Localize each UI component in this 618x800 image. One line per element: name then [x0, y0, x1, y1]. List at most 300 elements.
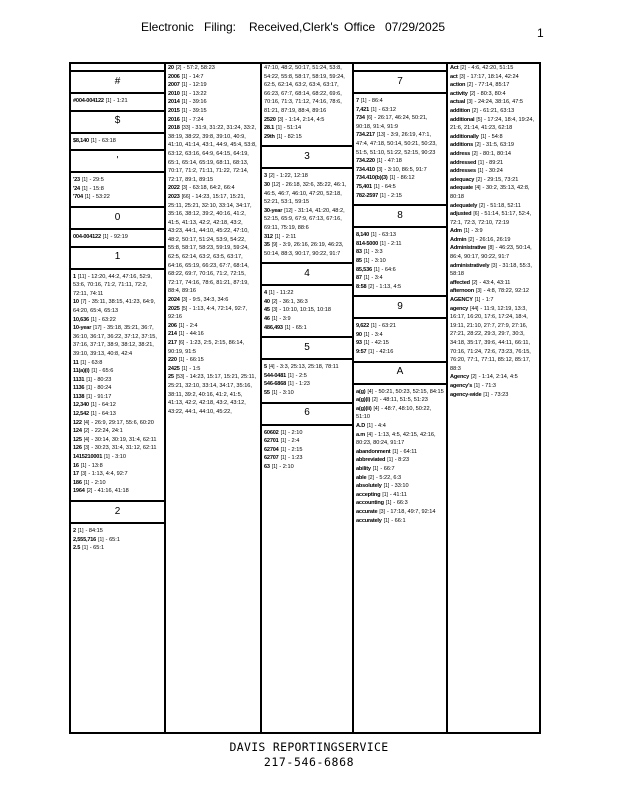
index-page-refs: - 2:4: [186, 322, 198, 329]
footer-phone: 217-546-6868: [263, 755, 355, 769]
index-term: A.D: [356, 423, 366, 430]
index-term: 9:57: [356, 349, 367, 356]
index-page-refs: - 31:18, 55:3, 58:18: [450, 262, 534, 278]
filing-header: [0, 20, 618, 40]
index-entry: [264, 233, 350, 242]
index-term: 220: [168, 357, 177, 364]
index-count: [2]: [468, 236, 474, 243]
index-letter-heading: 1: [71, 246, 164, 270]
index-page-refs: - 3:9: [471, 228, 483, 235]
index-count: [9]: [271, 242, 278, 249]
index-entry: [264, 116, 350, 125]
index-count: [1]: [363, 275, 370, 282]
index-page-refs: - 9:5, 34:3, 34:6: [189, 297, 229, 304]
index-page-refs: - 84:15: [85, 528, 103, 534]
index-count: [4]: [83, 436, 90, 443]
index-entry: [356, 517, 444, 526]
index-page-refs: - 12:19: [189, 82, 207, 89]
index-term: addresses: [450, 168, 476, 175]
index-entry: [168, 322, 258, 331]
index-term: accounting: [356, 500, 384, 507]
index-count: [17]: [93, 325, 102, 332]
index-count: [1]: [380, 240, 386, 247]
index-term: adjusted: [450, 211, 472, 218]
index-term: 90: [356, 331, 362, 338]
index-count: [6]: [366, 115, 373, 122]
index-letter-heading: A: [354, 361, 446, 385]
index-count: [2]: [368, 474, 374, 481]
index-page-refs: - 11:22: [276, 290, 294, 297]
index-page-refs: - 17:24, 18:4, 19:24, 21:6, 21:14, 41:23, 62:18: [450, 116, 536, 132]
index-letter-heading: 8: [354, 204, 446, 228]
index-count: [2]: [472, 107, 478, 114]
index-page-refs: - 10:10, 10:15, 10:18: [279, 307, 332, 314]
index-entry: [73, 436, 162, 445]
index-entry: [73, 324, 162, 358]
index-count: [5]: [181, 305, 188, 312]
index-term: 124: [73, 428, 82, 435]
index-count: [2]: [372, 397, 378, 404]
index-entry: [73, 393, 162, 402]
index-entry: [356, 348, 444, 357]
index-entry: [73, 470, 162, 479]
index-term: able: [356, 474, 367, 481]
index-count: [11]: [77, 273, 86, 280]
index-entry: [356, 106, 444, 115]
index-term: actual: [450, 99, 465, 106]
index-page-refs: - 2:15: [288, 446, 303, 453]
index-term: #004-004122: [73, 98, 104, 104]
index-term: accurate: [356, 508, 378, 515]
index-count: [1]: [371, 106, 377, 113]
index-page-refs: - 14:7: [189, 73, 204, 80]
index-page-refs: - 35:11, 38:15, 41:23, 64:9, 64:20, 65:4, 65:13: [73, 299, 157, 314]
index-entry: [356, 283, 444, 292]
index-count: [1]: [80, 462, 87, 469]
index-count: [1]: [98, 536, 104, 543]
index-page-refs: - 80:3, 80:4: [477, 90, 506, 97]
index-entry: [73, 462, 162, 471]
index-page-refs: - 3:10, 86:5, 91:7: [384, 166, 427, 173]
index-page-refs: - 26:18, 32:6, 35:22, 46:1, 46:5, 46:7, 46:10, 47:20, 52:18, 52:21, 53:1, 59:15: [264, 181, 348, 206]
index-term: 7: [356, 98, 359, 104]
index-page-refs: - 63:18: [98, 137, 116, 144]
index-entry: [356, 388, 444, 397]
index-page-refs: - 80:23: [93, 376, 112, 383]
index-count: [1]: [280, 429, 287, 436]
index-term: activity: [450, 90, 468, 97]
index-entry: [450, 176, 537, 185]
index-count: [1]: [380, 192, 386, 199]
index-term: 10: [73, 299, 79, 306]
index-count: [1]: [288, 372, 294, 379]
index-page-refs: - 42:15: [371, 340, 389, 347]
index-entry: [356, 231, 444, 240]
index-column-5: [448, 64, 539, 732]
index-term: adequate: [450, 185, 473, 192]
index-term: 28.1: [264, 125, 275, 132]
index-term: absolutely: [356, 483, 382, 490]
index-term: 126: [73, 445, 82, 452]
index-page-refs: - 2:11: [282, 233, 297, 240]
index-entry: [168, 64, 258, 73]
index-letter-heading: 7: [354, 70, 446, 94]
index-entry: [356, 257, 444, 266]
index-count: [1]: [372, 466, 379, 472]
index-page-refs: - 65:1: [89, 545, 105, 552]
index-term: 544-0481: [264, 372, 287, 379]
index-count: [1]: [81, 185, 88, 192]
index-entry: [450, 150, 537, 159]
index-count: [4]: [268, 364, 275, 371]
index-entry: [356, 166, 444, 175]
index-term: 62707: [264, 455, 279, 462]
index-count: [33]: [181, 125, 190, 132]
index-count: [1]: [373, 266, 380, 273]
index-page-refs: - 92:19: [110, 233, 128, 240]
index-term: Agency: [450, 374, 470, 381]
index-letter-heading: 0: [71, 206, 164, 230]
index-entry: [264, 454, 350, 463]
index-term: AGENCY: [450, 297, 473, 304]
index-page-refs: - 30:23, 31:4, 31:12, 62:11: [91, 445, 157, 452]
index-count: [1]: [480, 133, 487, 140]
index-term: action: [450, 82, 466, 89]
index-term: 30-year: [264, 207, 283, 214]
index-count: [8]: [488, 245, 494, 252]
index-term: 186: [73, 479, 82, 486]
index-count: [1]: [105, 98, 112, 104]
index-entry: [356, 174, 444, 183]
index-term: 93: [356, 340, 362, 347]
index-entry: [73, 544, 162, 553]
index-page-refs: - 66:3: [393, 500, 408, 507]
index-count: [1]: [77, 528, 84, 534]
index-page-refs: - 43:4, 43:11: [479, 279, 511, 286]
index-term: additional: [450, 116, 475, 123]
index-page-refs: - 71:3: [481, 382, 496, 389]
index-entry: [73, 487, 162, 496]
index-count: [1]: [367, 423, 373, 430]
index-entry: [356, 456, 444, 465]
index-page-refs: - 64:5: [381, 183, 396, 190]
index-page-refs: - 3:10: [371, 257, 386, 264]
index-count: [13]: [376, 132, 386, 139]
index-count: [2]: [472, 150, 478, 157]
index-count: [3]: [379, 508, 385, 515]
index-page-refs: - 26:17, 46:24, 50:21, 90:18, 91:4, 91:9: [356, 115, 430, 130]
index-letter-heading: ': [71, 149, 164, 173]
index-term: 2018: [168, 125, 180, 132]
index-count: [1]: [178, 331, 185, 338]
index-column-3: [262, 64, 354, 732]
index-page-refs: - 30:2, 35:13, 42:8, 80:18: [450, 185, 532, 200]
index-count: [1]: [181, 73, 188, 80]
index-term: 3: [264, 173, 267, 180]
index-term: 1131: [73, 376, 85, 383]
index-term: 11: [73, 359, 79, 366]
index-page-refs: - 35:18, 35:21, 36:7, 36:10, 36:17, 36:22, 37:12, 37:15, 37:16, 37:17, 38:9, 38:12, 38:21, 39:10, 39:13, 40:8, 42:4: [73, 325, 159, 357]
index-entry: [356, 474, 444, 483]
index-entry: [450, 98, 537, 107]
index-page-refs: - 66:15: [186, 357, 204, 364]
index-entry: [168, 90, 258, 99]
index-count: [1]: [271, 316, 278, 323]
index-term: 63: [264, 464, 270, 470]
index-count: [1]: [83, 479, 90, 486]
index-term: 206: [168, 322, 177, 329]
index-entry: [168, 339, 258, 356]
index-count: [1]: [178, 357, 185, 364]
index-page-refs: - 53:22: [92, 194, 110, 201]
index-count: [1]: [383, 517, 390, 524]
index-entry: [73, 359, 162, 368]
index-count: [1]: [274, 233, 281, 240]
index-page-refs: - 51:18, 52:11: [486, 202, 521, 209]
index-page-refs: - 63:13: [378, 232, 396, 239]
index-entry: [356, 491, 444, 500]
index-page-refs: - 4:6, 42:20, 51:15: [467, 65, 514, 71]
index-count: [1]: [371, 232, 377, 239]
index-entry: [450, 279, 537, 288]
index-entry: [73, 298, 162, 315]
index-term: 2: [73, 528, 76, 534]
index-count: [1]: [280, 446, 287, 453]
index-entry: [168, 107, 258, 116]
index-entry: [168, 193, 258, 296]
index-entry: [264, 446, 350, 455]
index-page-refs: - 41:16, 41:18: [94, 488, 129, 495]
index-entry: [356, 131, 444, 157]
index-term: 4: [264, 290, 267, 297]
index-term: 546-6868: [264, 381, 287, 388]
index-count: [1]: [181, 116, 188, 123]
index-count: [1]: [271, 390, 278, 397]
index-page-refs: - 1:23: [295, 381, 310, 388]
index-entry: [73, 479, 162, 488]
index-term: abandonment: [356, 448, 391, 455]
index-entry: [356, 499, 444, 508]
index-entry: [264, 207, 350, 233]
index-entry: [356, 448, 444, 457]
index-term: a(g): [356, 388, 366, 395]
index-entry: [450, 90, 537, 99]
index-page-refs: 47:10, 48:2, 50:17, 51:24, 53:8, 54:22, 55:8, 58:17, 58:19, 59:24, 62:5, 62:14, 63:2, 63:4, 63:17, 66:23, 67:7, 68:14, 68:22, 69:6, 70:16, 71:3, 71:12, 74:16, 78:6, 81:21, 87:19, 88:4, 89:16: [264, 65, 347, 114]
index-term: addition: [450, 107, 471, 114]
index-term: additions: [450, 142, 474, 149]
word-index-frame: [69, 62, 541, 734]
index-term: 2014: [168, 99, 180, 106]
index-term: additionally: [450, 133, 479, 140]
index-entry: [356, 114, 444, 131]
index-page-refs: - 86:4: [368, 98, 383, 104]
index-term: 2006: [168, 73, 180, 80]
index-count: [1]: [280, 455, 287, 462]
index-count: [4]: [373, 405, 380, 412]
index-page-refs: - 1:23, 2:5, 2:15, 86:14, 90:19, 91:5: [168, 340, 246, 355]
index-entry: [450, 167, 537, 176]
index-count: [1]: [368, 349, 374, 356]
index-term: '23: [73, 177, 80, 184]
index-count: [2]: [268, 173, 275, 180]
index-count: [66]: [181, 193, 190, 200]
index-term: afternoon: [450, 288, 474, 295]
index-term: 8:58: [356, 283, 367, 290]
index-entry: [450, 133, 537, 142]
index-page-refs: - 33:10: [391, 483, 409, 490]
index-column-2: [166, 64, 262, 732]
index-count: [1]: [268, 290, 275, 297]
index-page-refs: - 15:8: [89, 185, 104, 192]
index-page-refs: - 22:24, 24:1: [91, 428, 123, 435]
index-term: 2010: [168, 90, 180, 97]
index-page-refs: - 1:7: [482, 297, 494, 304]
index-term: 85,536: [356, 266, 372, 273]
index-entry: [356, 183, 444, 192]
index-entry: [168, 116, 258, 125]
index-page-refs: - 1:13, 4:5, 42:15, 42:16, 80:23, 80:24, 91:17: [356, 431, 438, 447]
index-count: [1]: [178, 322, 185, 329]
index-term: ability: [356, 466, 371, 472]
index-count: [2]: [83, 428, 90, 435]
index-entry: [73, 137, 162, 146]
index-count: [1]: [90, 402, 97, 409]
index-count: [1]: [102, 233, 109, 240]
header-date: 07/29/2025: [385, 20, 446, 34]
index-count: [3]: [376, 166, 383, 173]
index-term: agency: [450, 305, 469, 312]
index-page-refs: - 29:5: [89, 177, 104, 184]
index-entry: [73, 527, 162, 536]
index-entry: [73, 273, 162, 299]
index-page-refs: - 65:1: [292, 324, 307, 331]
index-count: [7]: [80, 299, 87, 306]
index-page-refs: - 66:7: [380, 466, 395, 472]
index-entry: [264, 124, 350, 133]
index-page-refs: - 13:22: [189, 90, 207, 97]
index-page-refs: - 17:18, 49:7, 92:14: [386, 508, 436, 515]
index-term: a(g)(ii): [356, 405, 372, 412]
index-page-refs: - 42:16: [375, 349, 394, 356]
index-letter-heading: 2: [71, 500, 164, 524]
index-count: [1]: [474, 382, 480, 389]
index-page-refs: - 31:5, 63:19: [482, 142, 515, 149]
index-entry: [264, 289, 350, 298]
index-term: 734.410: [356, 166, 375, 173]
index-term: 2025: [168, 305, 180, 312]
index-page-refs: - 26:9, 29:17, 55:6, 60:20: [91, 419, 154, 426]
index-page-refs: - 91:17: [93, 393, 112, 400]
index-count: [1]: [86, 393, 92, 400]
index-entry: [73, 427, 162, 436]
index-page-refs: - 2:15: [387, 192, 402, 199]
index-entry: [450, 296, 537, 305]
index-count: [4]: [474, 185, 481, 192]
index-entry: [73, 419, 162, 428]
index-page-refs: - 31:14, 41:20, 48:2, 52:15, 65:9, 67:9, 67:13, 67:16, 69:11, 75:19, 88:6: [264, 207, 347, 231]
index-entry: [356, 465, 444, 474]
index-entry: [450, 73, 537, 82]
index-page-refs: - 41:11: [389, 491, 407, 498]
index-count: [6]: [178, 340, 185, 346]
index-entry: [450, 287, 537, 296]
index-term: 62701: [264, 438, 279, 445]
index-entry: [73, 444, 162, 453]
index-term: 40: [264, 298, 270, 305]
index-page-refs: - 1:13, 4:4, 92:7: [88, 471, 128, 478]
index-page-refs: - 86:12: [397, 175, 415, 182]
index-count: [1]: [382, 491, 388, 498]
index-page-refs: - 3:9, 26:16, 26:19, 46:23, 50:14, 88:3, 90:17, 90:22, 91:7: [264, 242, 346, 257]
footer-company: DAVIS REPORTINGSERVICE: [229, 740, 389, 754]
index-term: 217: [168, 340, 177, 346]
index-entry: [450, 116, 537, 133]
index-letter-heading: 3: [262, 145, 352, 169]
header-office: Office: [344, 20, 376, 34]
index-count: [1]: [84, 194, 91, 201]
index-count: [1]: [104, 454, 110, 461]
index-page-refs: - 39:15: [189, 107, 207, 114]
index-term: 17: [73, 471, 79, 478]
index-page-refs: - 73:23: [490, 391, 509, 398]
index-term: 486,493: [264, 324, 283, 331]
index-page-refs: - 3:9: [279, 316, 291, 323]
index-term: 1964: [73, 488, 85, 495]
index-entry: [168, 124, 258, 184]
index-count: [1]: [383, 483, 390, 490]
index-term: 2425: [168, 365, 180, 372]
index-entry: [356, 157, 444, 166]
index-page-refs: - 36:1, 36:3: [279, 298, 308, 305]
index-page-refs: - 54:8: [488, 133, 503, 140]
index-entry: [450, 81, 537, 90]
index-term: 12,542: [73, 411, 89, 418]
index-entry: [450, 202, 537, 211]
index-page-refs: - 2:10: [279, 464, 294, 470]
index-entry: [450, 184, 537, 201]
index-term: 2520: [264, 116, 276, 123]
index-entry: [450, 227, 537, 236]
index-entry: [450, 391, 537, 400]
index-page-refs: - 7:24: [189, 116, 204, 123]
index-term: abbreviated: [356, 457, 386, 464]
index-term: 55: [264, 390, 270, 397]
index-count: [3]: [476, 288, 482, 295]
header-filing: Filing:: [204, 20, 237, 34]
index-term: accurately: [356, 517, 382, 524]
index-term: 5: [264, 364, 267, 371]
index-page-refs: - 64:6: [381, 266, 396, 273]
index-term: addressed: [450, 159, 477, 166]
index-entry: [73, 233, 162, 242]
index-letter-heading: 5: [262, 336, 352, 360]
index-page-refs: - 48:7, 48:10, 50:22, 51:10: [356, 405, 433, 421]
index-count: [53]: [175, 374, 185, 381]
index-entry: [264, 172, 350, 181]
index-entry: [73, 410, 162, 419]
index-entry: [264, 133, 350, 142]
index-term: adequacy: [450, 176, 475, 183]
index-letter-heading: 9: [354, 295, 446, 319]
index-page-refs: - 64:11: [400, 448, 418, 455]
index-page-refs: - 17:17, 18:14, 42:24: [467, 73, 519, 80]
index-count: [1]: [80, 359, 87, 366]
index-page-refs: - 66:1: [391, 517, 406, 524]
index-term: 75,401: [356, 183, 372, 190]
index-term: 29th: [264, 133, 275, 140]
index-term: 814-5000: [356, 240, 379, 247]
index-count: [1]: [276, 125, 282, 132]
